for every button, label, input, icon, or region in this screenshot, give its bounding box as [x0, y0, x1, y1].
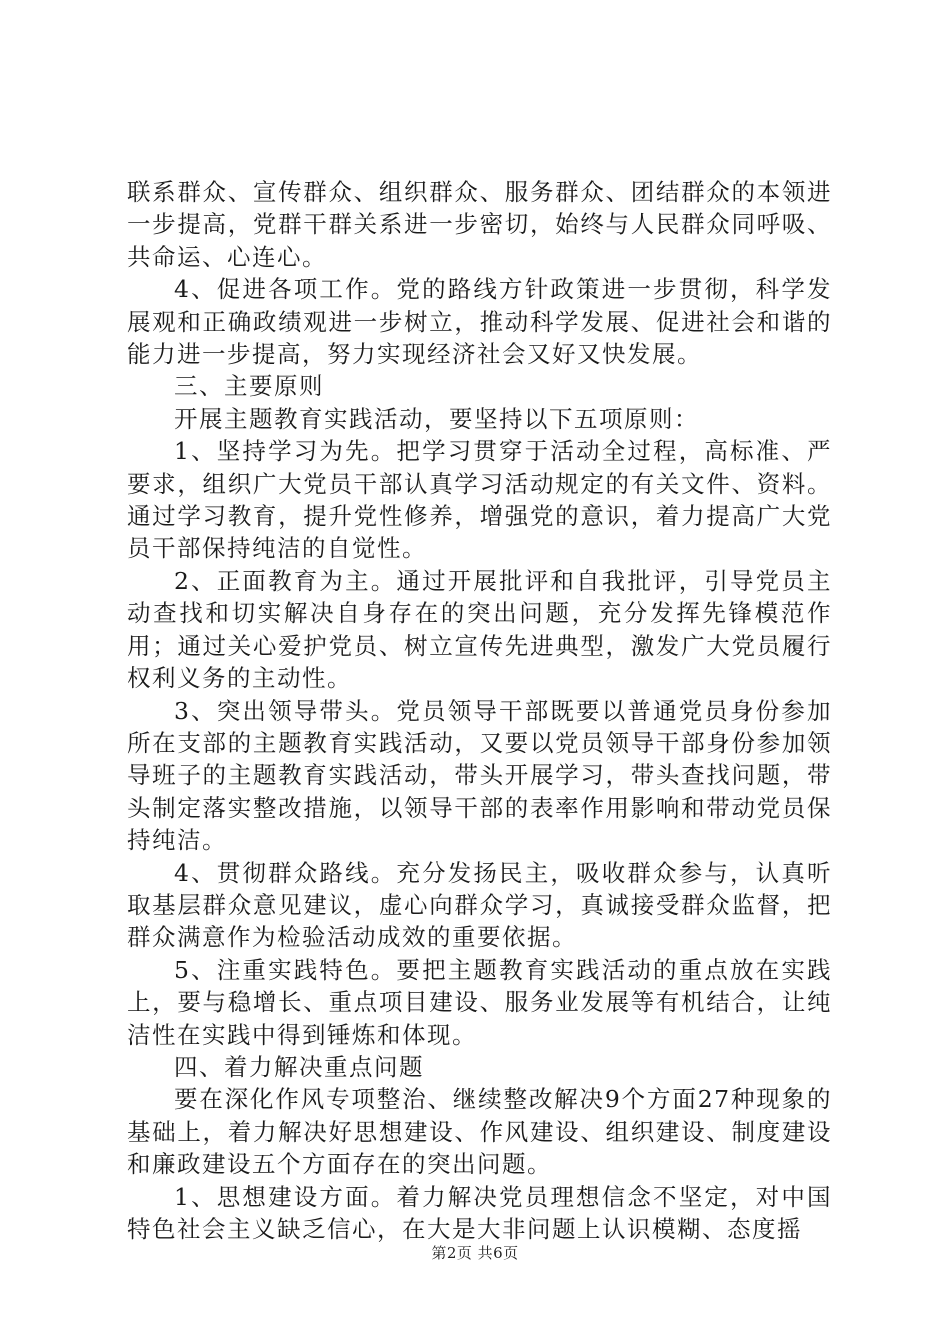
- paragraph-principle-4: 4、贯彻群众路线。充分发扬民主，吸收群众参与，认真听取基层群众意见建议，虚心向群众学习，真诚接受群众监督，把群众满意作为检验活动成效的重要依据。: [127, 858, 832, 952]
- page-number-footer: 第2页 共6页: [431, 1244, 519, 1262]
- document-body: [127, 176, 832, 1245]
- paragraph-principle-5: 5、注重实践特色。要把主题教育实践活动的重点放在实践上，要与稳增长、重点项目建设、服务业发展等有机结合，让纯洁性在实践中得到锤炼和体现。: [127, 955, 832, 1049]
- paragraph-principle-1: 1、坚持学习为先。把学习贯穿于活动全过程，高标准、严要求，组织广大党员干部认真学习活动规定的有关文件、资料。通过学习教育，提升党性修养，增强党的意识，着力提高广大党员干部保持纯洁的自觉性。: [127, 437, 832, 563]
- paragraph-goal-4: 4、促进各项工作。党的路线方针政策进一步贯彻，科学发展观和正确政绩观进一步树立，推动科学发展、促进社会和谐的能力进一步提高，努力实现经济社会又好又快发展。: [127, 275, 832, 369]
- section-heading-key-problems: 四、着力解决重点问题: [174, 1052, 424, 1081]
- paragraph-ideology-building: 1、思想建设方面。着力解决党员理想信念不坚定，对中国特色社会主义缺乏信心，在大是大非问题上认识模糊、态度摇: [127, 1182, 832, 1243]
- paragraph-principle-3: 3、突出领导带头。党员领导干部既要以普通党员身份参加所在支部的主题教育实践活动，又要以党员领导干部身份参加领导班子的主题教育实践活动，带头开展学习，带头查找问题，带头制定落实整改措施，以领导干部的表率作用影响和带动党员保持纯洁。: [127, 696, 832, 855]
- section-heading-principles: 三、主要原则: [174, 372, 324, 401]
- paragraph-continuation: 联系群众、宣传群众、组织群众、服务群众、团结群众的本领进一步提高，党群干群关系进一步密切，始终与人民群众同呼吸、共命运、心连心。: [127, 178, 832, 271]
- paragraph-key-problems-intro: 要在深化作风专项整治、继续整改解决9个方面27种现象的基础上，着力解决好思想建设、作风建设、组织建设、制度建设和廉政建设五个方面存在的突出问题。: [127, 1085, 832, 1179]
- paragraph-principle-2: 2、正面教育为主。通过开展批评和自我批评，引导党员主动查找和切实解决自身存在的突出问题，充分发挥先锋模范作用；通过关心爱护党员、树立宣传先进典型，激发广大党员履行权利义务的主动性。: [127, 566, 832, 693]
- paragraph-principles-intro: 开展主题教育实践活动，要坚持以下五项原则：: [174, 404, 699, 433]
